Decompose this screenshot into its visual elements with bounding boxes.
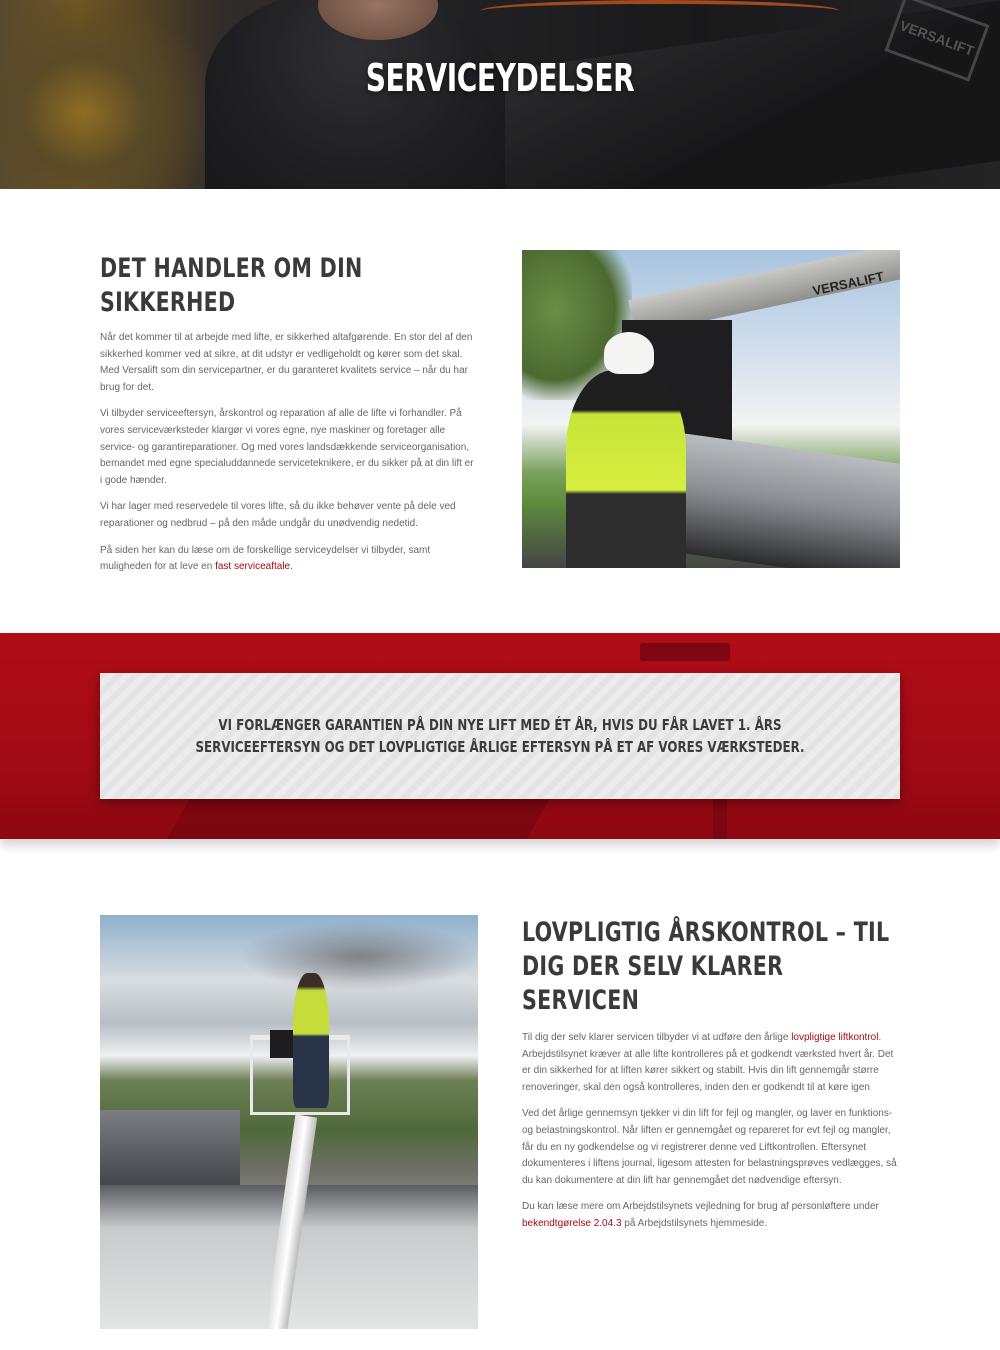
liftkontrol-link[interactable]: lovpligtige liftkontrol — [791, 1032, 879, 1043]
safety-paragraph-4-end: . — [290, 561, 293, 573]
inspection-paragraph-1-text: Til dig der selv klarer servicen tilbyder vi at udføre den årlige — [522, 1032, 792, 1043]
band-roof-decoration — [167, 793, 554, 839]
photo-worker — [566, 370, 686, 568]
photo-cloud — [240, 921, 478, 991]
band-pole-decoration — [713, 793, 727, 839]
inspection-paragraph-1 — [522, 1030, 900, 1096]
photo-operator — [293, 973, 329, 1108]
warranty-callout — [100, 673, 900, 799]
hero-versalift-logo: VERSALIFT — [884, 0, 989, 82]
photo-truck-platform — [682, 433, 900, 568]
inspection-paragraph-3-text: Du kan læse mere om Arbejdstilsynets vejledning for brug af personløftere under — [522, 1201, 879, 1213]
inspection-paragraph-3 — [522, 1199, 900, 1232]
photo-building-left — [100, 1110, 240, 1190]
safety-photo — [522, 250, 900, 568]
hero-banner — [0, 0, 1000, 189]
safety-text-column — [100, 252, 478, 586]
inspection-paragraph-3-end: på Arbejdstilsynets hjemmeside. — [621, 1217, 768, 1229]
band-decoration — [640, 643, 730, 661]
safety-paragraph-2: Vi tilbyder serviceeftersyn, årskontrol og reparation af alle de lifte vi forhandler. På vores serviceværksteder klargør vi vores egne, nye maskiner og foretager alle service- og garantireparationer. Og med vores landsdækkende serviceorganisation, bemandet med egne specialuddannede serviceteknikere, er du sikker på at din lift er i gode hænder. — [100, 408, 474, 486]
inspection-heading: LOVPLIGTIG ÅRSKONTROL – TIL DIG DER SELV KLARER SERVICEN — [522, 917, 890, 1016]
regulation-link[interactable]: bekendtgørelse 2.04.3 — [522, 1217, 622, 1229]
safety-paragraph-3: Vi har lager med reservedele til vores lifte, så du ikke behøver vente på dele ved reparationer og nedbrud – på den måde undgår du unødvendig nedetid. — [100, 501, 456, 529]
safety-paragraph-4 — [100, 543, 478, 576]
warranty-text: VI FORLÆNGER GARANTIEN PÅ DIN NYE LIFT MED ÉT ÅR, HVIS DU FÅR LAVET 1. ÅRS SERVICEEFTERSYN OG DET LOVPLIGTIGE ÅRLIGE EFTERSYN PÅ ET AF VORES VÆRKSTEDER. — [195, 716, 805, 756]
page-title: SERVICEYDELSER — [365, 56, 635, 100]
inspection-paragraph-1-end: . Arbejdstilsynet kræver at alle lifte kontrolleres på et godkendt værksted hvert år. Det er din sikkerhed for at liften kører sikkert og stabilt. Hvis din lift gennemgår større renoveringer, skal den også kontrolleres, inden den er godkendt til at køre igen — [522, 1032, 894, 1093]
inspection-paragraph-2: Ved det årlige gennemsyn tjekker vi din lift for fejl og mangler, og laver en funktions- og belastningskontrol. Når liften er gennemgået og repareret for evt fejl og mangler, får du en ny godkendelse og vi registrerer denne ved Liftkontrollen. Eftersynet dokumenteres i liftens journal, ligesom attesten for belastningsprøves vedlægges, så du kan dokumentere at din lift har gennemgået det nødvendige eftersyn. — [522, 1108, 897, 1186]
safety-paragraph-1: Når det kommer til at arbejde med lifte, er sikkerhed altafgørende. En stor del af den sikkerhed kommer ved at sikre, at dit udstyr er vedligeholdt og kører som det skal. Med Versalift som din servicepartner, er du garanteret kvalitets service – når du har brug for det. — [100, 332, 473, 393]
inspection-text-column — [522, 916, 900, 1243]
safety-heading: DET HANDLER OM DIN SIKKERHED — [100, 253, 363, 318]
inspection-photo — [100, 915, 478, 1329]
warranty-band — [0, 633, 1000, 839]
safety-paragraph-4-text: På siden her kan du læse om de forskellige serviceydelser vi tilbyder, samt muligheden for at leve en — [100, 544, 431, 573]
service-agreement-link[interactable]: fast serviceaftale — [215, 561, 291, 573]
photo-boom-label: VERSALIFT — [811, 268, 886, 299]
photo-worker-helmet — [604, 332, 654, 374]
